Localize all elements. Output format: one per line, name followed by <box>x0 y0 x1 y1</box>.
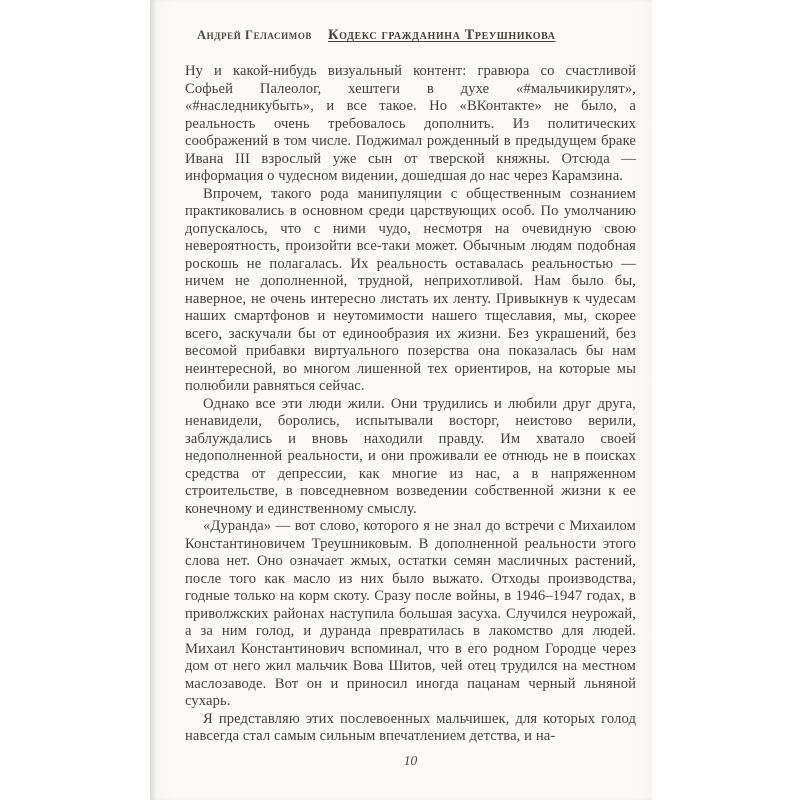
page-text-column <box>150 0 652 769</box>
paragraph: Ну и какой-нибудь визуальный контент: гравюра со счастливой Софьей Палеолог, хештеги в духе «#мальчикирулят», «#наследникубыть», и все такое. Но «ВКонтакте» не было, а реальность очень требовалось дополнить. Из политических соображений в том числе. Поджимал рожденный в предыдущем браке Ивана III взрослый уже сын от тверской княжны. Отсюда — информация о чудесном видении, дошедшая до нас через Карамзина. <box>185 63 636 184</box>
book-page <box>150 0 652 800</box>
paragraph: Однако все эти люди жили. Они трудились и любили друг друга, ненавидели, боролись, испытывали восторг, неистово верили, заблуждались и вновь находили правду. Им хватало своей недополненной реальности, и они проживали ее отнюдь не в поисках средства от депрессии, как многие из нас, а в напряженном строительстве, в повседневном возведении собственной жизни к ее конечному и единственному смыслу. <box>185 395 636 517</box>
body-text <box>185 63 636 746</box>
page-number: 10 <box>403 752 418 768</box>
running-header <box>185 26 636 44</box>
book-title: Кодекс гражданина Треушникова <box>328 27 556 43</box>
paragraph: «Дуранда» — вот слово, которого я не знал до встречи с Михаилом Константиновичем Треушниковым. В дополненной реальности этого слова нет. Оно означает жмых, остатки семян масличных растений, после того как масло из них было выжато. Отходы производства, годные только на корм скоту. Сразу после войны, в 1946–1947 годах, в приволжских районах наступила большая засуха. Случился неурожай, а за ним голод, и дуранда превратилась в лакомство для людей. Михаил Константинович вспоминал, что в его родном Городце через дом от него жил мальчик Вова Шитов, чей отец трудился на местном маслозаводе. Вот он и приносил иногда пацанам черный льняной сухарь. <box>185 518 636 709</box>
author-name: Андрей Геласимов <box>197 28 313 42</box>
paragraph: Впрочем, такого рода манипуляции с общественным сознанием практиковались в основном среди царствующих особ. По умолчанию допускалось, что с ними чудо, несмотря на очевидную свою невероятность, произойти все-таки может. Обычным людям подобная роскошь не полагалась. Их реальность оставалась реальностью — ничем не дополненной, трудной, неприхотливой. Нам было бы, наверное, не очень интересно листать их ленту. Привыкнув к чудесам наших смартфонов и неутомимости нашего тщеславия, мы, скорее всего, заскучали бы от единообразия их жизни. Без украшений, без весомой прибавки виртуального позерства она показалась бы нам неинтересной, во многом лишенной тех ориентиров, на которые мы полюбили равняться сейчас. <box>185 185 636 394</box>
paragraph: Я представляю этих послевоенных мальчишек, для которых голод навсегда стал самым сильным впечатлением детства, и на- <box>185 710 636 744</box>
